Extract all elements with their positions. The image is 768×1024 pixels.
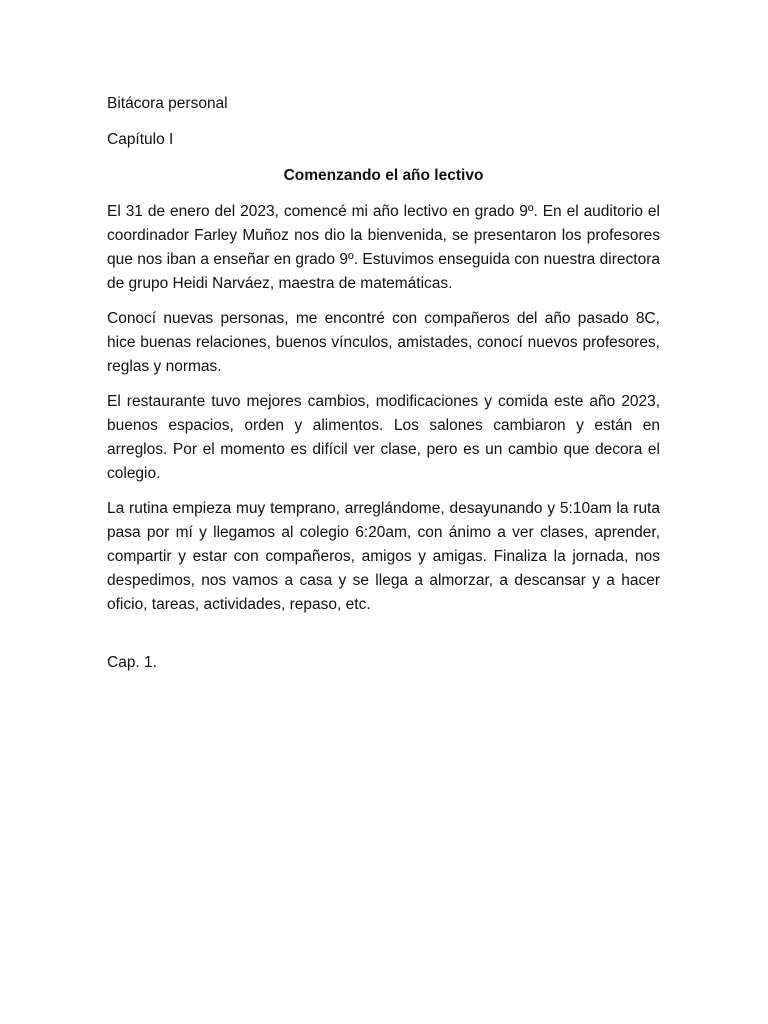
paragraph-routine: La rutina empieza muy temprano, arreglándome, desayunando y 5:10am la ruta pasa por mí y llegamos al colegio 6:20am, con ánimo a ver clases, aprender, compartir y estar con compañeros, amigos y amigas. Finaliza la jornada, nos despedimos, nos vamos a casa y se llega a almorzar, a descansar y a hacer oficio, tareas, actividades, repaso, etc.: [107, 500, 660, 613]
chapter-label: Capítulo I: [107, 131, 174, 148]
paragraph-new-people: Conocí nuevas personas, me encontré con compañeros del año pasado 8C, hice buenas relaciones, buenos vínculos, amistades, conocí nuevos profesores, reglas y normas.: [107, 310, 660, 375]
paragraph-first-day: El 31 de enero del 2023, comencé mi año lectivo en grado 9º. En el auditorio el coordinador Farley Muñoz nos dio la bienvenida, se presentaron los profesores que nos iban a enseñar en grado 9º. Estuvimos enseguida con nuestra directora de grupo Heidi Narváez, maestra de matemáticas.: [107, 203, 660, 292]
closing-label: Cap. 1.: [107, 654, 157, 671]
document-body: [107, 92, 660, 687]
paragraph-restaurant: El restaurante tuvo mejores cambios, modificaciones y comida este año 2023, buenos espacios, orden y alimentos. Los salones cambiaron y están en arreglos. Por el momento es difícil ver clase, pero es un cambio que decora el colegio.: [107, 393, 660, 482]
document-title: Comenzando el año lectivo: [283, 167, 484, 184]
journal-label: Bitácora personal: [107, 95, 228, 112]
